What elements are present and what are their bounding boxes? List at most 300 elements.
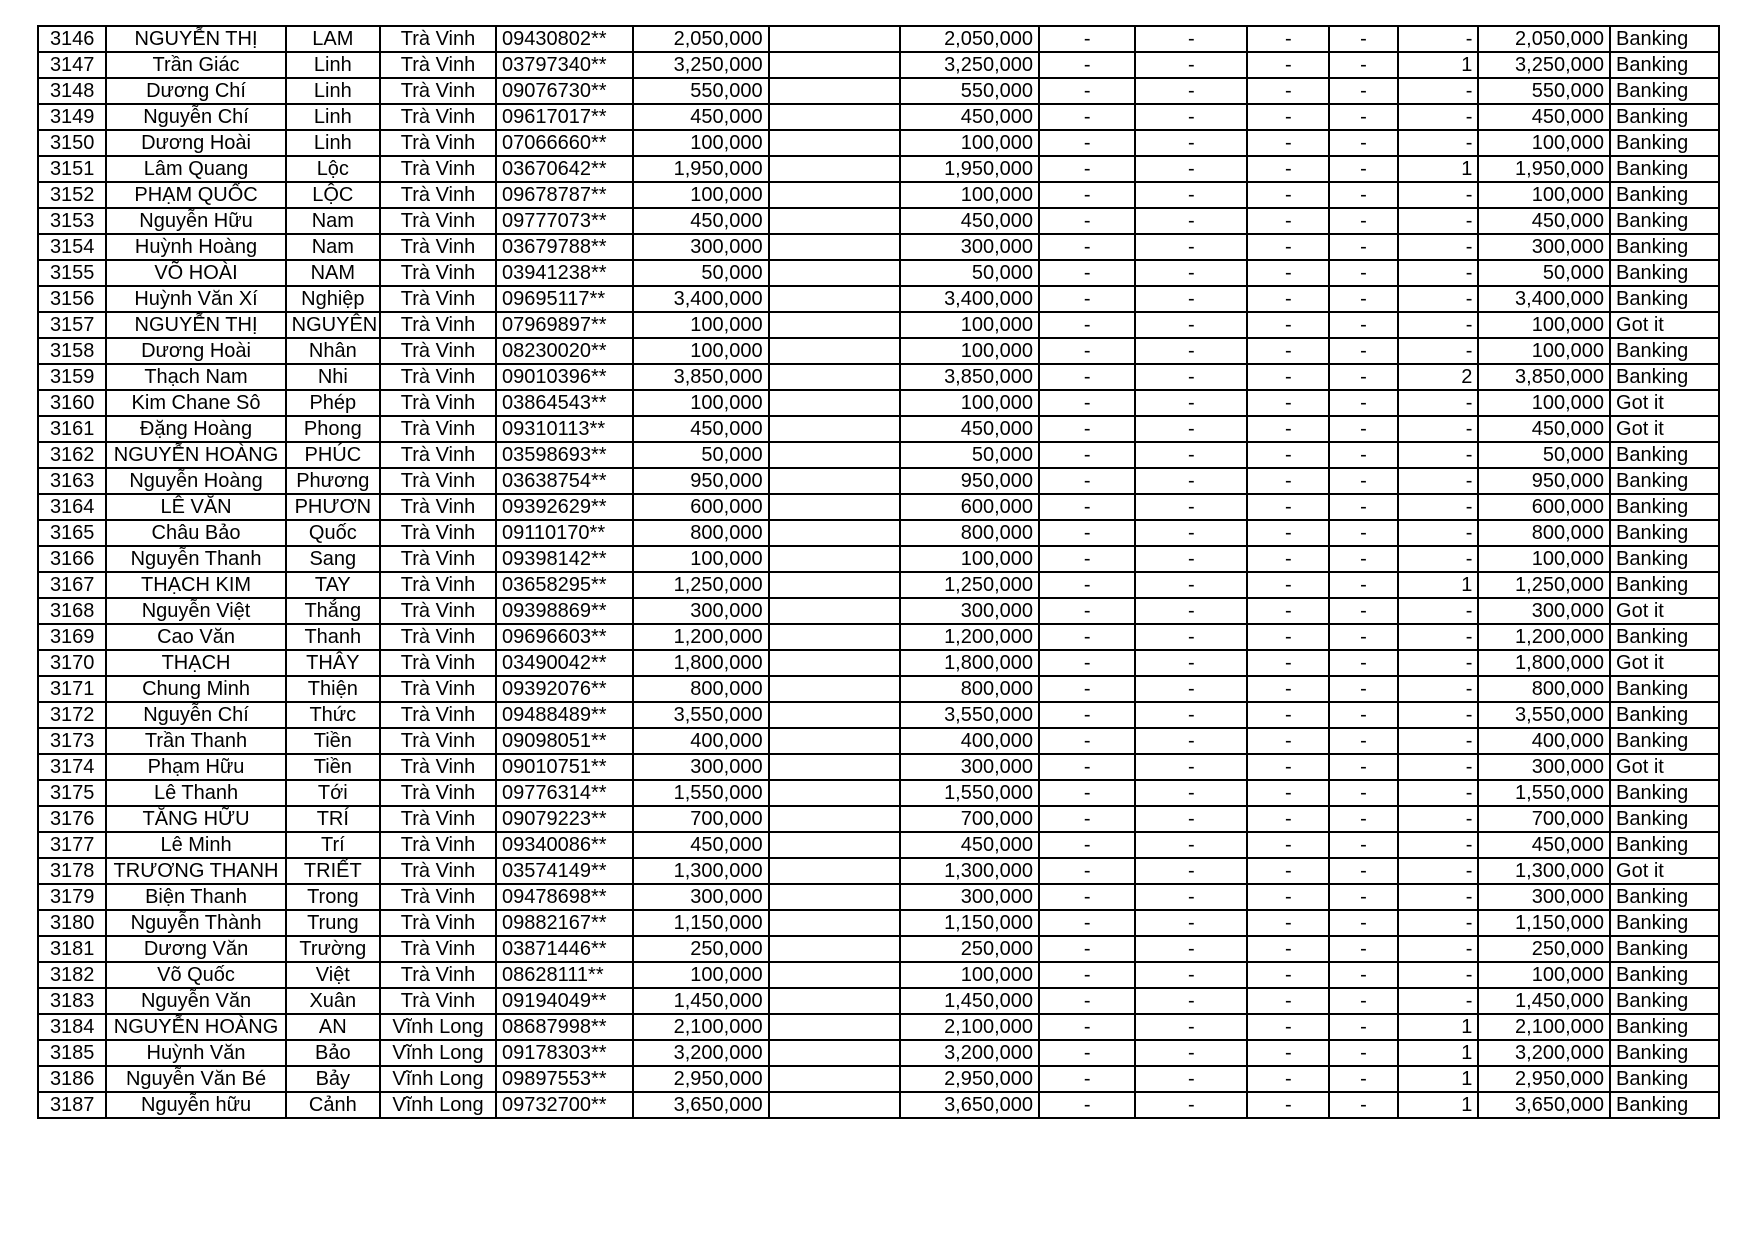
given-name-cell: Bảy xyxy=(286,1066,380,1092)
payment-method-cell: Banking xyxy=(1610,780,1719,806)
row-number-cell: 3173 xyxy=(38,728,106,754)
dash-cell-2: - xyxy=(1135,442,1247,468)
count-cell: - xyxy=(1398,208,1479,234)
count-cell: - xyxy=(1398,780,1479,806)
dash-cell-2: - xyxy=(1135,858,1247,884)
dash-cell-2: - xyxy=(1135,650,1247,676)
dash-cell-4: - xyxy=(1329,858,1397,884)
dash-cell-2: - xyxy=(1135,208,1247,234)
dash-cell-3: - xyxy=(1247,988,1329,1014)
empty-cell xyxy=(769,962,901,988)
dash-cell-1: - xyxy=(1039,676,1135,702)
province-cell: Trà Vinh xyxy=(380,338,496,364)
amount-repeat-cell: 3,850,000 xyxy=(900,364,1039,390)
empty-cell xyxy=(769,1040,901,1066)
payment-method-cell: Banking xyxy=(1610,468,1719,494)
surname-cell: THẠCH KIM xyxy=(106,572,285,598)
dash-cell-1: - xyxy=(1039,702,1135,728)
empty-cell xyxy=(769,910,901,936)
dash-cell-3: - xyxy=(1247,780,1329,806)
table-row xyxy=(38,546,1719,572)
payment-method-cell: Banking xyxy=(1610,286,1719,312)
empty-cell xyxy=(769,208,901,234)
amount-cell: 250,000 xyxy=(633,936,769,962)
dash-cell-3: - xyxy=(1247,156,1329,182)
total-cell: 1,450,000 xyxy=(1478,988,1610,1014)
amount-repeat-cell: 600,000 xyxy=(900,494,1039,520)
phone-cell: 03941238** xyxy=(496,260,633,286)
empty-cell xyxy=(769,182,901,208)
phone-cell: 08687998** xyxy=(496,1014,633,1040)
amount-repeat-cell: 1,250,000 xyxy=(900,572,1039,598)
dash-cell-1: - xyxy=(1039,234,1135,260)
dash-cell-4: - xyxy=(1329,260,1397,286)
dash-cell-4: - xyxy=(1329,104,1397,130)
payment-method-cell: Banking xyxy=(1610,1092,1719,1118)
province-cell: Trà Vinh xyxy=(380,754,496,780)
given-name-cell: Linh xyxy=(286,52,380,78)
given-name-cell: Nam xyxy=(286,234,380,260)
phone-cell: 03598693** xyxy=(496,442,633,468)
empty-cell xyxy=(769,858,901,884)
dash-cell-1: - xyxy=(1039,780,1135,806)
dash-cell-4: - xyxy=(1329,884,1397,910)
amount-repeat-cell: 800,000 xyxy=(900,520,1039,546)
province-cell: Trà Vinh xyxy=(380,910,496,936)
province-cell: Trà Vinh xyxy=(380,286,496,312)
surname-cell: Nguyễn Chí xyxy=(106,104,285,130)
count-cell: - xyxy=(1398,286,1479,312)
surname-cell: Nguyễn Văn xyxy=(106,988,285,1014)
given-name-cell: Trường xyxy=(286,936,380,962)
amount-repeat-cell: 3,400,000 xyxy=(900,286,1039,312)
row-number-cell: 3160 xyxy=(38,390,106,416)
surname-cell: Lâm Quang xyxy=(106,156,285,182)
row-number-cell: 3164 xyxy=(38,494,106,520)
amount-repeat-cell: 3,200,000 xyxy=(900,1040,1039,1066)
amount-repeat-cell: 450,000 xyxy=(900,208,1039,234)
dash-cell-1: - xyxy=(1039,1066,1135,1092)
total-cell: 3,550,000 xyxy=(1478,702,1610,728)
table-row xyxy=(38,728,1719,754)
table-row xyxy=(38,988,1719,1014)
count-cell: - xyxy=(1398,832,1479,858)
province-cell: Trà Vinh xyxy=(380,494,496,520)
table-row xyxy=(38,1066,1719,1092)
surname-cell: Đặng Hoàng xyxy=(106,416,285,442)
payment-method-cell: Banking xyxy=(1610,442,1719,468)
row-number-cell: 3174 xyxy=(38,754,106,780)
dash-cell-2: - xyxy=(1135,130,1247,156)
row-number-cell: 3150 xyxy=(38,130,106,156)
dash-cell-4: - xyxy=(1329,52,1397,78)
given-name-cell: Việt xyxy=(286,962,380,988)
given-name-cell: Quốc xyxy=(286,520,380,546)
dash-cell-1: - xyxy=(1039,650,1135,676)
count-cell: - xyxy=(1398,234,1479,260)
dash-cell-4: - xyxy=(1329,468,1397,494)
empty-cell xyxy=(769,754,901,780)
count-cell: - xyxy=(1398,858,1479,884)
payment-method-cell: Banking xyxy=(1610,182,1719,208)
given-name-cell: Thức xyxy=(286,702,380,728)
dash-cell-1: - xyxy=(1039,78,1135,104)
row-number-cell: 3183 xyxy=(38,988,106,1014)
given-name-cell: PHƯƠN xyxy=(286,494,380,520)
row-number-cell: 3178 xyxy=(38,858,106,884)
amount-repeat-cell: 450,000 xyxy=(900,104,1039,130)
row-number-cell: 3185 xyxy=(38,1040,106,1066)
phone-cell: 09398869** xyxy=(496,598,633,624)
empty-cell xyxy=(769,1092,901,1118)
dash-cell-2: - xyxy=(1135,312,1247,338)
row-number-cell: 3156 xyxy=(38,286,106,312)
dash-cell-2: - xyxy=(1135,520,1247,546)
payment-method-cell: Banking xyxy=(1610,364,1719,390)
payment-method-cell: Banking xyxy=(1610,338,1719,364)
dash-cell-1: - xyxy=(1039,910,1135,936)
dash-cell-3: - xyxy=(1247,884,1329,910)
amount-repeat-cell: 1,550,000 xyxy=(900,780,1039,806)
given-name-cell: Trung xyxy=(286,910,380,936)
amount-repeat-cell: 450,000 xyxy=(900,416,1039,442)
row-number-cell: 3147 xyxy=(38,52,106,78)
empty-cell xyxy=(769,78,901,104)
given-name-cell: Linh xyxy=(286,130,380,156)
dash-cell-3: - xyxy=(1247,52,1329,78)
amount-repeat-cell: 1,150,000 xyxy=(900,910,1039,936)
table-row xyxy=(38,650,1719,676)
dash-cell-4: - xyxy=(1329,936,1397,962)
dash-cell-1: - xyxy=(1039,754,1135,780)
count-cell: - xyxy=(1398,676,1479,702)
row-number-cell: 3157 xyxy=(38,312,106,338)
dash-cell-1: - xyxy=(1039,130,1135,156)
given-name-cell: TRIẾT xyxy=(286,858,380,884)
count-cell: - xyxy=(1398,624,1479,650)
dash-cell-3: - xyxy=(1247,208,1329,234)
dash-cell-1: - xyxy=(1039,520,1135,546)
table-row xyxy=(38,780,1719,806)
dash-cell-4: - xyxy=(1329,520,1397,546)
amount-cell: 600,000 xyxy=(633,494,769,520)
empty-cell xyxy=(769,234,901,260)
given-name-cell: Linh xyxy=(286,104,380,130)
payment-method-cell: Banking xyxy=(1610,676,1719,702)
table-row xyxy=(38,676,1719,702)
count-cell: 1 xyxy=(1398,572,1479,598)
empty-cell xyxy=(769,884,901,910)
empty-cell xyxy=(769,780,901,806)
dash-cell-1: - xyxy=(1039,1040,1135,1066)
province-cell: Trà Vinh xyxy=(380,468,496,494)
dash-cell-4: - xyxy=(1329,416,1397,442)
dash-cell-3: - xyxy=(1247,234,1329,260)
dash-cell-3: - xyxy=(1247,390,1329,416)
dash-cell-4: - xyxy=(1329,572,1397,598)
amount-cell: 400,000 xyxy=(633,728,769,754)
payment-method-cell: Banking xyxy=(1610,130,1719,156)
province-cell: Trà Vinh xyxy=(380,832,496,858)
dash-cell-1: - xyxy=(1039,728,1135,754)
surname-cell: Lê Minh xyxy=(106,832,285,858)
row-number-cell: 3159 xyxy=(38,364,106,390)
dash-cell-2: - xyxy=(1135,468,1247,494)
given-name-cell: Phép xyxy=(286,390,380,416)
payment-method-cell: Banking xyxy=(1610,1014,1719,1040)
empty-cell xyxy=(769,676,901,702)
empty-cell xyxy=(769,520,901,546)
dash-cell-4: - xyxy=(1329,962,1397,988)
phone-cell: 03490042** xyxy=(496,650,633,676)
dash-cell-4: - xyxy=(1329,832,1397,858)
province-cell: Trà Vinh xyxy=(380,702,496,728)
dash-cell-4: - xyxy=(1329,26,1397,52)
row-number-cell: 3181 xyxy=(38,936,106,962)
count-cell: - xyxy=(1398,104,1479,130)
surname-cell: LÊ VĂN xyxy=(106,494,285,520)
amount-cell: 50,000 xyxy=(633,442,769,468)
amount-repeat-cell: 100,000 xyxy=(900,338,1039,364)
table-row xyxy=(38,338,1719,364)
given-name-cell: NGUYÊN xyxy=(286,312,380,338)
total-cell: 1,800,000 xyxy=(1478,650,1610,676)
dash-cell-2: - xyxy=(1135,598,1247,624)
amount-cell: 3,650,000 xyxy=(633,1092,769,1118)
row-number-cell: 3166 xyxy=(38,546,106,572)
amount-cell: 100,000 xyxy=(633,546,769,572)
surname-cell: PHẠM QUỐC xyxy=(106,182,285,208)
phone-cell: 09678787** xyxy=(496,182,633,208)
row-number-cell: 3177 xyxy=(38,832,106,858)
amount-repeat-cell: 700,000 xyxy=(900,806,1039,832)
dash-cell-4: - xyxy=(1329,182,1397,208)
payment-method-cell: Banking xyxy=(1610,702,1719,728)
payment-method-cell: Got it xyxy=(1610,312,1719,338)
amount-repeat-cell: 250,000 xyxy=(900,936,1039,962)
dash-cell-4: - xyxy=(1329,208,1397,234)
phone-cell: 09178303** xyxy=(496,1040,633,1066)
surname-cell: Châu Bảo xyxy=(106,520,285,546)
row-number-cell: 3162 xyxy=(38,442,106,468)
payment-method-cell: Banking xyxy=(1610,962,1719,988)
count-cell: - xyxy=(1398,26,1479,52)
payment-method-cell: Banking xyxy=(1610,52,1719,78)
row-number-cell: 3154 xyxy=(38,234,106,260)
table-row xyxy=(38,390,1719,416)
phone-cell: 07969897** xyxy=(496,312,633,338)
total-cell: 100,000 xyxy=(1478,312,1610,338)
amount-repeat-cell: 950,000 xyxy=(900,468,1039,494)
dash-cell-1: - xyxy=(1039,572,1135,598)
total-cell: 450,000 xyxy=(1478,208,1610,234)
dash-cell-4: - xyxy=(1329,650,1397,676)
row-number-cell: 3149 xyxy=(38,104,106,130)
dash-cell-2: - xyxy=(1135,286,1247,312)
dash-cell-2: - xyxy=(1135,52,1247,78)
dash-cell-3: - xyxy=(1247,598,1329,624)
province-cell: Trà Vinh xyxy=(380,624,496,650)
given-name-cell: Phương xyxy=(286,468,380,494)
dash-cell-1: - xyxy=(1039,624,1135,650)
province-cell: Trà Vinh xyxy=(380,416,496,442)
table-row xyxy=(38,754,1719,780)
count-cell: - xyxy=(1398,182,1479,208)
payment-method-cell: Banking xyxy=(1610,572,1719,598)
row-number-cell: 3171 xyxy=(38,676,106,702)
dash-cell-3: - xyxy=(1247,26,1329,52)
dash-cell-2: - xyxy=(1135,884,1247,910)
dash-cell-4: - xyxy=(1329,1092,1397,1118)
surname-cell: NGUYỄN THỊ xyxy=(106,312,285,338)
data-table xyxy=(37,25,1720,1119)
count-cell: - xyxy=(1398,338,1479,364)
row-number-cell: 3168 xyxy=(38,598,106,624)
amount-repeat-cell: 100,000 xyxy=(900,546,1039,572)
payment-method-cell: Banking xyxy=(1610,26,1719,52)
given-name-cell: Thắng xyxy=(286,598,380,624)
surname-cell: Nguyễn Hữu xyxy=(106,208,285,234)
row-number-cell: 3170 xyxy=(38,650,106,676)
surname-cell: Trần Thanh xyxy=(106,728,285,754)
dash-cell-3: - xyxy=(1247,520,1329,546)
province-cell: Vĩnh Long xyxy=(380,1066,496,1092)
empty-cell xyxy=(769,702,901,728)
total-cell: 1,150,000 xyxy=(1478,910,1610,936)
count-cell: 1 xyxy=(1398,156,1479,182)
dash-cell-1: - xyxy=(1039,52,1135,78)
table-row xyxy=(38,104,1719,130)
dash-cell-2: - xyxy=(1135,624,1247,650)
payment-method-cell: Banking xyxy=(1610,208,1719,234)
dash-cell-1: - xyxy=(1039,962,1135,988)
dash-cell-4: - xyxy=(1329,338,1397,364)
amount-cell: 300,000 xyxy=(633,598,769,624)
phone-cell: 09110170** xyxy=(496,520,633,546)
dash-cell-4: - xyxy=(1329,624,1397,650)
province-cell: Trà Vinh xyxy=(380,936,496,962)
dash-cell-3: - xyxy=(1247,858,1329,884)
dash-cell-1: - xyxy=(1039,104,1135,130)
amount-repeat-cell: 100,000 xyxy=(900,312,1039,338)
phone-cell: 09695117** xyxy=(496,286,633,312)
payment-method-cell: Banking xyxy=(1610,910,1719,936)
empty-cell xyxy=(769,260,901,286)
empty-cell xyxy=(769,650,901,676)
dash-cell-3: - xyxy=(1247,468,1329,494)
given-name-cell: Nghiệp xyxy=(286,286,380,312)
phone-cell: 03679788** xyxy=(496,234,633,260)
dash-cell-2: - xyxy=(1135,338,1247,364)
payment-method-cell: Banking xyxy=(1610,884,1719,910)
dash-cell-3: - xyxy=(1247,676,1329,702)
dash-cell-2: - xyxy=(1135,390,1247,416)
table-row xyxy=(38,520,1719,546)
dash-cell-2: - xyxy=(1135,156,1247,182)
row-number-cell: 3180 xyxy=(38,910,106,936)
table-row xyxy=(38,156,1719,182)
dash-cell-4: - xyxy=(1329,1014,1397,1040)
province-cell: Trà Vinh xyxy=(380,442,496,468)
count-cell: - xyxy=(1398,312,1479,338)
total-cell: 100,000 xyxy=(1478,130,1610,156)
amount-cell: 300,000 xyxy=(633,234,769,260)
total-cell: 800,000 xyxy=(1478,676,1610,702)
count-cell: - xyxy=(1398,442,1479,468)
phone-cell: 09010751** xyxy=(496,754,633,780)
amount-cell: 2,100,000 xyxy=(633,1014,769,1040)
amount-cell: 1,300,000 xyxy=(633,858,769,884)
total-cell: 3,200,000 xyxy=(1478,1040,1610,1066)
empty-cell xyxy=(769,156,901,182)
total-cell: 3,850,000 xyxy=(1478,364,1610,390)
province-cell: Trà Vinh xyxy=(380,884,496,910)
surname-cell: Cao Văn xyxy=(106,624,285,650)
dash-cell-4: - xyxy=(1329,1040,1397,1066)
empty-cell xyxy=(769,364,901,390)
count-cell: - xyxy=(1398,962,1479,988)
amount-cell: 1,950,000 xyxy=(633,156,769,182)
dash-cell-1: - xyxy=(1039,338,1135,364)
province-cell: Trà Vinh xyxy=(380,598,496,624)
payment-method-cell: Banking xyxy=(1610,234,1719,260)
table-row xyxy=(38,806,1719,832)
phone-cell: 09897553** xyxy=(496,1066,633,1092)
count-cell: 1 xyxy=(1398,1092,1479,1118)
dash-cell-1: - xyxy=(1039,936,1135,962)
dash-cell-2: - xyxy=(1135,364,1247,390)
dash-cell-1: - xyxy=(1039,858,1135,884)
table-row xyxy=(38,130,1719,156)
surname-cell: Nguyễn Chí xyxy=(106,702,285,728)
province-cell: Trà Vinh xyxy=(380,806,496,832)
given-name-cell: Nam xyxy=(286,208,380,234)
count-cell: - xyxy=(1398,988,1479,1014)
empty-cell xyxy=(769,286,901,312)
empty-cell xyxy=(769,546,901,572)
dash-cell-4: - xyxy=(1329,910,1397,936)
phone-cell: 03574149** xyxy=(496,858,633,884)
total-cell: 300,000 xyxy=(1478,884,1610,910)
payment-method-cell: Banking xyxy=(1610,104,1719,130)
count-cell: - xyxy=(1398,520,1479,546)
province-cell: Trà Vinh xyxy=(380,364,496,390)
amount-repeat-cell: 450,000 xyxy=(900,832,1039,858)
dash-cell-4: - xyxy=(1329,286,1397,312)
surname-cell: Chung Minh xyxy=(106,676,285,702)
payment-method-cell: Banking xyxy=(1610,728,1719,754)
row-number-cell: 3151 xyxy=(38,156,106,182)
province-cell: Trà Vinh xyxy=(380,962,496,988)
phone-cell: 03638754** xyxy=(496,468,633,494)
payment-method-cell: Banking xyxy=(1610,624,1719,650)
row-number-cell: 3172 xyxy=(38,702,106,728)
total-cell: 1,300,000 xyxy=(1478,858,1610,884)
dash-cell-2: - xyxy=(1135,988,1247,1014)
amount-cell: 950,000 xyxy=(633,468,769,494)
dash-cell-2: - xyxy=(1135,728,1247,754)
dash-cell-4: - xyxy=(1329,988,1397,1014)
total-cell: 2,100,000 xyxy=(1478,1014,1610,1040)
dash-cell-2: - xyxy=(1135,546,1247,572)
dash-cell-1: - xyxy=(1039,156,1135,182)
given-name-cell: Tiền xyxy=(286,728,380,754)
phone-cell: 09617017** xyxy=(496,104,633,130)
row-number-cell: 3182 xyxy=(38,962,106,988)
dash-cell-3: - xyxy=(1247,546,1329,572)
amount-repeat-cell: 1,300,000 xyxy=(900,858,1039,884)
table-row xyxy=(38,598,1719,624)
